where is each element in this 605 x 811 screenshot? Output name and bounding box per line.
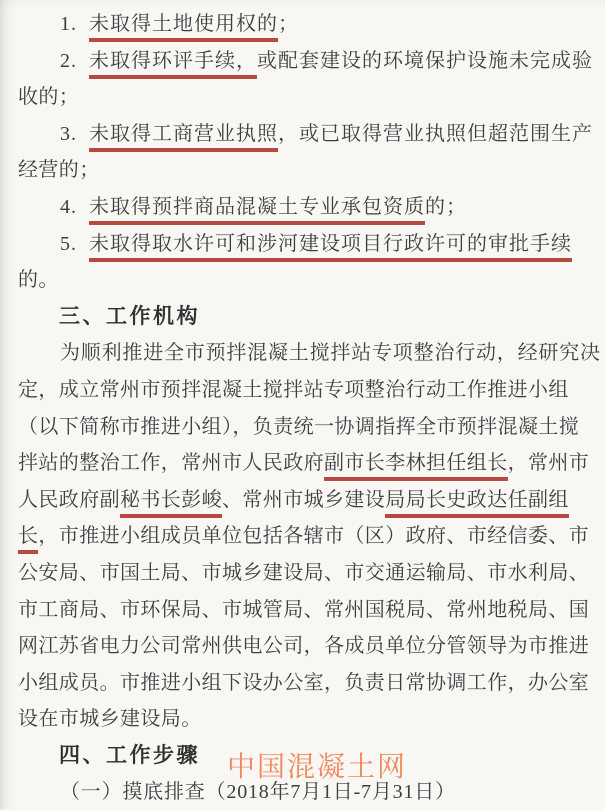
text-line (18, 555, 593, 592)
text-segment: ，或已取得营业执照但超范围生产 (278, 122, 593, 145)
red-underlined-text: 局局长史政达任副组 (385, 489, 569, 519)
text-segment: 拌站的整治工作，常州市人民政府 (18, 452, 324, 475)
red-underlined-text: 未取得土地使用权的 (89, 13, 278, 43)
text-line (18, 43, 593, 80)
text-segment: 网江苏省电力公司常州供电公司，各成员单位分管领导为市推进 (18, 635, 590, 658)
text-segment: ，市推进小组成员单位包括各辖市（区）政府、市经信委、市 (38, 525, 590, 548)
text-segment: 、常州市城乡建设 (222, 488, 386, 511)
red-underlined-text: 长 (18, 525, 38, 555)
text-segment: 收的； (18, 86, 80, 109)
text-line (18, 445, 593, 482)
text-line (18, 592, 593, 629)
document-text (18, 6, 601, 811)
red-underlined-text: 秘书长彭峻 (120, 489, 222, 519)
text-segment: （一）摸底排查（2018年7月1日-7月31日） (60, 781, 456, 804)
text-line (18, 372, 593, 409)
text-segment: 四、工作步骤 (59, 743, 200, 767)
red-underlined-text: 未取得预拌商品混凝土专业承包资质 (89, 196, 425, 226)
text-line (18, 116, 593, 153)
text-line (18, 79, 593, 116)
red-underlined-text: 未取得取水许可和涉河建设项目行政许可的审批手续 (89, 233, 572, 263)
text-line (18, 628, 593, 665)
text-segment: 的； (425, 195, 467, 218)
text-segment: 为顺利推进全市预拌混凝土搅拌站专项整治行动，经研究决 (60, 342, 601, 365)
text-segment: ； (278, 13, 299, 35)
watermark: 中国混凝土网 (227, 751, 408, 782)
text-line (18, 409, 593, 446)
text-segment: （以下简称市推进小组），负责统一协调指挥全市预拌混凝土搅 (18, 415, 580, 438)
text-segment: 人民政府副 (18, 488, 120, 511)
text-line (18, 262, 593, 299)
text-line (18, 482, 593, 519)
text-segment: 设在市城乡建设局。 (18, 708, 202, 731)
text-line (18, 6, 593, 43)
red-underlined-text: 副市长李林担任组长 (324, 452, 508, 482)
text-segment: 三、工作机构 (59, 304, 200, 328)
text-line (18, 518, 593, 555)
text-segment: 的。 (18, 269, 59, 292)
list-number: 5. (60, 232, 83, 255)
list-number: 3. (60, 122, 83, 145)
text-line (18, 226, 593, 263)
list-number: 4. (60, 195, 83, 218)
red-underlined-text: 未取得工商营业执照 (89, 123, 278, 153)
text-line (18, 665, 593, 702)
text-line (18, 335, 601, 372)
text-segment: 小组成员。市推进小组下设办公室，负责日常协调工作，办公室 (18, 671, 590, 694)
text-segment: 定，成立常州市预拌混凝土搅拌站专项整治行动工作推进小组 (18, 378, 569, 401)
text-segment: 公安局、市国土局、市城乡建设局、市交通运输局、市水利局、 (18, 561, 590, 584)
text-segment: 或配套建设的环境保护设施未完成验 (257, 49, 593, 72)
section-heading (18, 299, 593, 336)
text-segment: 市工商局、市环保局、市城管局、常州国税局、常州地税局、国 (18, 598, 590, 621)
text-segment: 经营的； (18, 159, 100, 182)
list-number: 1. (60, 13, 83, 35)
red-underlined-text: 未取得环评手续， (89, 50, 257, 80)
text-line (18, 701, 593, 738)
text-line (18, 152, 593, 189)
text-line (18, 189, 593, 226)
text-segment: ，常州市 (507, 452, 590, 475)
list-number: 2. (60, 49, 83, 72)
